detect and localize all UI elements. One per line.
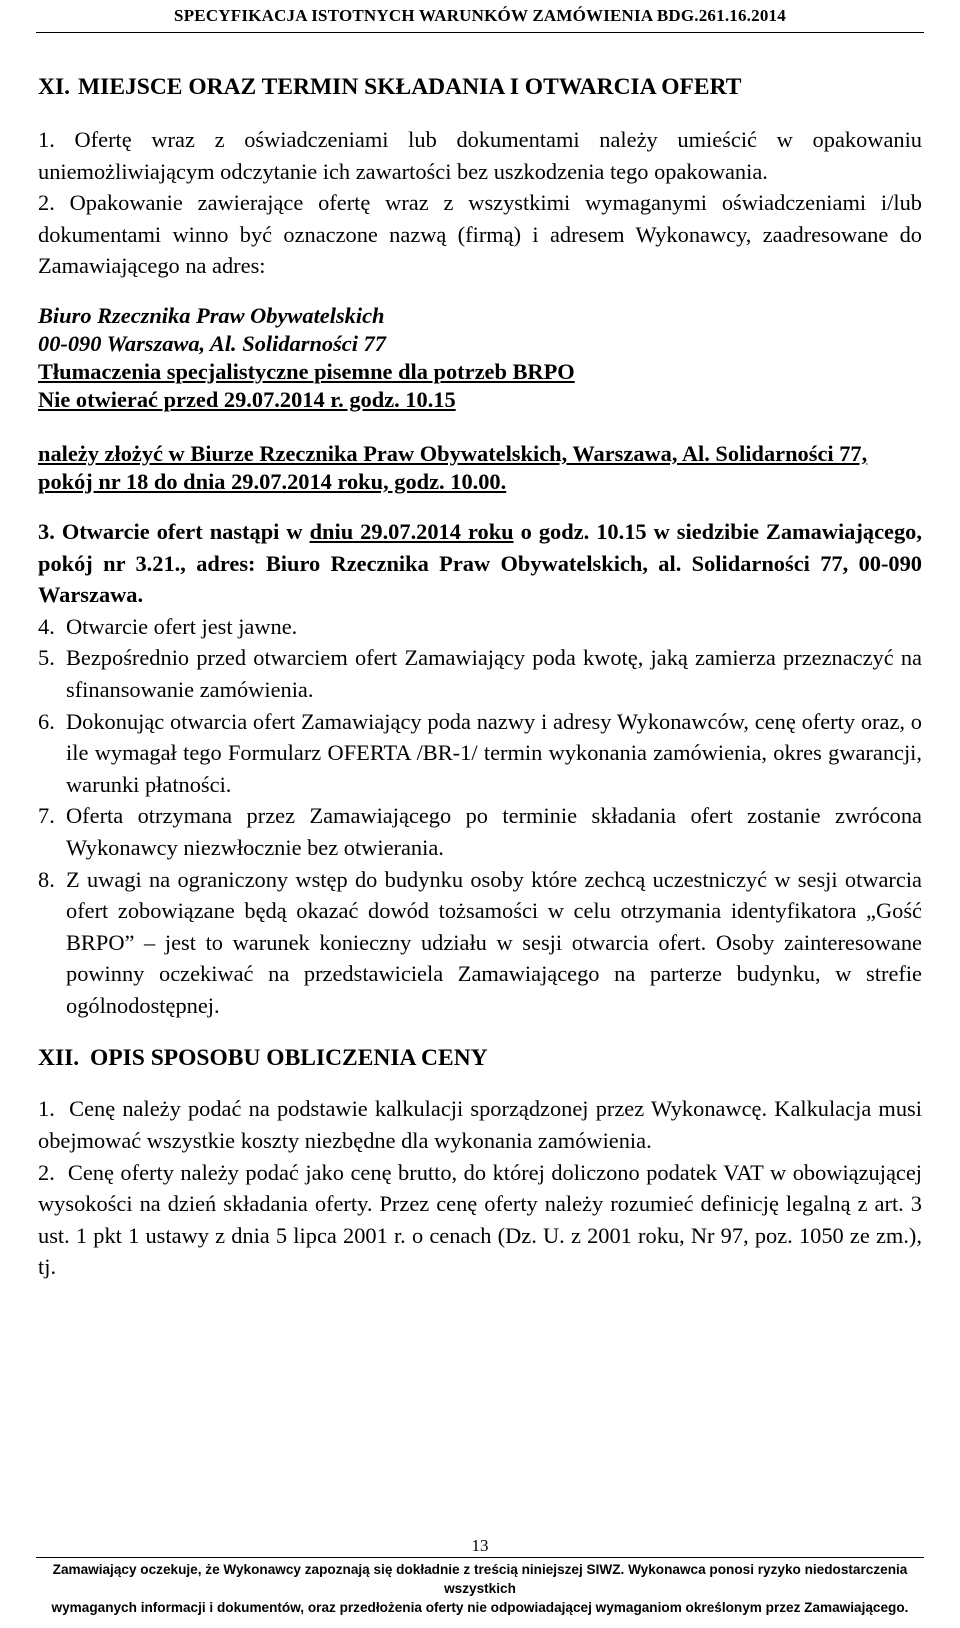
address-line: Biuro Rzecznika Praw Obywatelskich: [38, 302, 385, 328]
item-number: 3.: [38, 518, 55, 544]
section-title: MIEJSCE ORAZ TERMIN SKŁADANIA I OTWARCIA OFERT: [78, 74, 742, 100]
page-content: [38, 60, 922, 1283]
section-number: XII.: [38, 1045, 80, 1072]
document-header: SPECYFIKACJA ISTOTNYCH WARUNKÓW ZAMÓWIENIA BDG.261.16.2014: [174, 6, 786, 25]
item-number: 4.: [38, 613, 55, 639]
list-item: [38, 642, 922, 705]
page-footer: [28, 1560, 932, 1617]
footer-line: Zamawiający oczekuje, że Wykonawcy zapoznają się dokładnie z treścią niniejszej SIWZ. Wykonawca ponosi ryzyko niedostarczenia wszystkich: [52, 1562, 908, 1596]
list-item: [38, 124, 922, 187]
item-text: Z uwagi na ograniczony wstęp do budynku osoby które zechcą uczestniczyć w sesji otwarcia ofert zobowiązane będą okazać dowód tożsamości w celu otrzymania identyfikatora „Gość BRPO” – jest to warunek konieczny udziału w sesji otwarcia ofert. Osoby zainteresowane powinny oczekiwać na przedstawiciela Zamawiającego na parterze budynku, w strefie ogólnodostępnej.: [66, 866, 922, 1018]
item-text: Opakowanie zawierające ofertę wraz z wszystkimi wymaganymi oświadczeniami i/lub dokumentami winno być oznaczone nazwą (firmą) i adresem Wykonawcy, zaadresowane do Zamawiającego na adres:: [38, 190, 922, 279]
item-text: Dokonując otwarcia ofert Zamawiający poda nazwy i adresy Wykonawców, cenę oferty oraz, o ile wymagał tego Formularz OFERTA /BR-1/ termin wykonania zamówienia, okres gwarancji, warunki płatności.: [66, 708, 922, 797]
item-text: Ofertę wraz z oświadczeniami lub dokumentami należy umieścić w opakowaniu uniemożliwiającym odczytanie ich zawartości bez uszkodzenia tego opakowania.: [38, 127, 922, 184]
item-text: Otwarcie ofert nastąpi w: [61, 518, 310, 544]
item-text: dniu 29.07.2014 roku: [309, 518, 514, 544]
footer-divider: [36, 1557, 924, 1558]
address-block: [38, 302, 922, 414]
list-item: [38, 864, 922, 1022]
address-line: Nie otwierać przed 29.07.2014 r. godz. 10.15: [38, 386, 456, 412]
list-item: [38, 1093, 922, 1156]
item-text: Bezpośrednio przed otwarciem ofert Zamawiający poda kwotę, jaką zamierza przeznaczyć na sfinansowanie zamówienia.: [66, 645, 922, 702]
section-number: XI.: [38, 74, 70, 100]
item-text: Oferta otrzymana przez Zamawiającego po terminie składania ofert zostanie zwrócona Wykonawcy niezwłocznie bez otwierania.: [66, 803, 922, 860]
item-text: Otwarcie ofert jest jawne.: [66, 613, 298, 639]
list-item: [38, 516, 922, 611]
submission-note: należy złożyć w Biurze Rzecznika Praw Obywatelskich, Warszawa, Al. Solidarności 77, pokój nr 18 do dnia 29.07.2014 roku, godz. 10.00.: [38, 440, 868, 494]
address-line: 00-090 Warszawa, Al. Solidarności 77: [38, 330, 386, 356]
page-number: 13: [471, 1536, 489, 1555]
list-item: [38, 611, 922, 643]
item-number: 1.: [38, 127, 55, 152]
item-text: o godz. 10.15 w siedzibie Zamawiającego, pokój nr 3.21., adres: Biuro Rzecznika Praw Obywatelskich, al. Solidarności 77, 00-090 Warszawa.: [38, 518, 922, 608]
item-text: Cenę należy podać na podstawie kalkulacji sporządzonej przez Wykonawcę. Kalkulacja musi obejmować wszystkie koszty niezbędne dla wykonania zamówienia.: [38, 1096, 922, 1154]
item-number: 6.: [38, 708, 55, 734]
list-item: [38, 800, 922, 863]
item-number: 7.: [38, 803, 55, 829]
section-xi-heading: [38, 72, 922, 106]
list-item: [38, 706, 922, 801]
item-number: 2.: [38, 1159, 55, 1185]
section-title: OPIS SPOSOBU OBLICZENIA CENY: [90, 1045, 488, 1072]
footer-line: wymaganych informacji i dokumentów, oraz przedłożenia oferty nie odpowiadającej wymaganiom określonym przez Zamawiającego.: [51, 1600, 909, 1615]
item-number: 1.: [38, 1096, 55, 1122]
header-divider: [36, 32, 924, 33]
list-item: [38, 1157, 922, 1283]
section-xii-heading: [38, 1043, 922, 1077]
item-number: 5.: [38, 645, 55, 671]
address-line: Tłumaczenia specjalistyczne pisemne dla potrzeb BRPO: [38, 358, 575, 384]
item-text: Cenę oferty należy podać jako cenę brutto, do której doliczono podatek VAT w obowiązującej wysokości na dzień składania oferty. Przez cenę oferty należy rozumieć definicję legalną z art. 3 ust. 1 pkt 1 ustawy z dnia 5 lipca 2001 r. o cenach (Dz. U. z 2001 roku, Nr 97, poz. 1050 ze zm.), tj.: [38, 1159, 922, 1280]
item-number: 8.: [38, 866, 55, 892]
list-item: [38, 187, 922, 282]
item-number: 2.: [38, 190, 55, 216]
